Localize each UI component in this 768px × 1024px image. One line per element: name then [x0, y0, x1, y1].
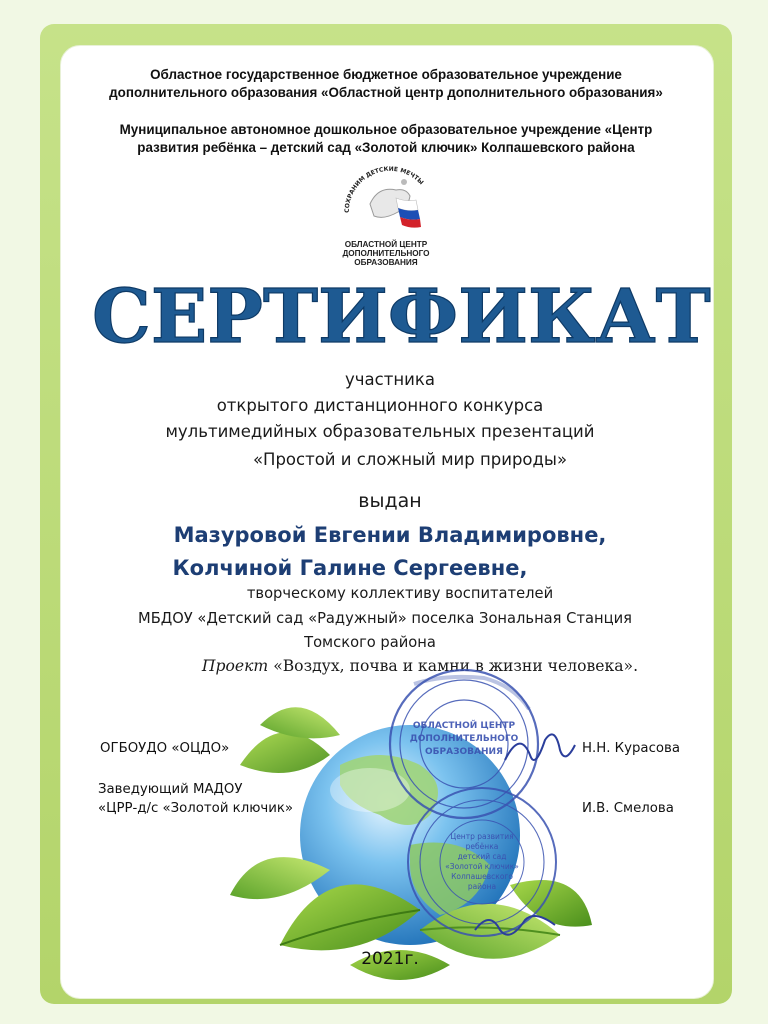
- certificate-year: 2021г.: [361, 949, 419, 969]
- signer2-name: И.В. Смелова: [582, 801, 674, 816]
- details-line1: творческому коллективу воспитателей: [246, 585, 554, 602]
- signature-org2-line2: «ЦРР-д/с «Золотой ключик»: [98, 801, 294, 816]
- stamp2-inner-line6: района: [467, 882, 497, 891]
- stamp2-inner-line3: детский сад: [457, 852, 507, 861]
- issuing-org-1: [60, 66, 712, 102]
- stamp1-inner-line1: ОБЛАСТНОЙ ЦЕНТР: [412, 721, 516, 731]
- certificate-title: СЕРТИФИКАТ: [92, 274, 711, 360]
- stamp1-inner-line2: ДОПОЛНИТЕЛЬНОГО: [409, 734, 519, 744]
- project-label: Проект: [201, 657, 269, 675]
- stamp2-inner-line2: ребёнка: [465, 842, 499, 851]
- signature-org2-line1: Заведующий МАДОУ: [98, 782, 243, 797]
- ocdo-logo: [340, 166, 440, 238]
- logo-caption-line3: ОБРАЗОВАНИЯ: [354, 258, 418, 267]
- signature-org2: [98, 780, 293, 818]
- signature-org1: ОГБОУДО «ОЦДО»: [100, 741, 230, 756]
- signature-kurasova: [500, 720, 580, 780]
- issuing-org-2: [60, 121, 712, 157]
- issuing-org-2-line1: Муниципальное автономное дошкольное образовательное учреждение «Центр: [119, 122, 653, 137]
- subtitle-line4: «Простой и сложный мир природы»: [252, 450, 568, 469]
- stamp2-inner-line5: Колпашевского: [451, 872, 513, 881]
- issuing-org-1-line2: дополнительного образования «Областной центр дополнительного образования»: [109, 85, 663, 100]
- subtitle-line1: участника: [345, 370, 435, 389]
- logo-caption: [330, 240, 442, 267]
- subtitle-line2: открытого дистанционного конкурса: [216, 396, 544, 415]
- logo-caption-line2: ДОПОЛНИТЕЛЬНОГО: [342, 249, 430, 258]
- stamp1-inner-line3: ОБРАЗОВАНИЯ: [425, 747, 503, 757]
- issuing-org-1-line1: Областное государственное бюджетное образовательное учреждение: [150, 67, 622, 82]
- signature-smelova: [470, 905, 560, 945]
- signer1-name: Н.Н. Курасова: [582, 741, 681, 756]
- issued-label: выдан: [358, 490, 422, 512]
- stamp2-inner-line1: Центр развития: [450, 832, 514, 841]
- recipient-name-1: Мазуровой Евгении Владимировне,: [173, 523, 607, 547]
- recipient-name-2: Колчиной Галине Сергеевне,: [172, 556, 528, 580]
- issuing-org-2-line2: развития ребёнка – детский сад «Золотой ключик» Колпашевского района: [137, 140, 635, 155]
- subtitle-line3: мультимедийных образовательных презентаций: [165, 422, 595, 441]
- project-title: «Воздух, почва и камни в жизни человека».: [273, 657, 639, 675]
- stamp2-inner-line4: «Золотой ключик»: [445, 862, 519, 871]
- ocdo-logo-mark: [340, 166, 440, 238]
- details-line3: Томского района: [304, 634, 436, 651]
- logo-arc-text: СОХРАНИМ ДЕТСКИЕ МЕЧТЫ: [343, 166, 425, 213]
- details-line2: МБДОУ «Детский сад «Радужный» поселка Зональная Станция: [138, 610, 632, 627]
- logo-caption-line1: ОБЛАСТНОЙ ЦЕНТР: [344, 240, 428, 249]
